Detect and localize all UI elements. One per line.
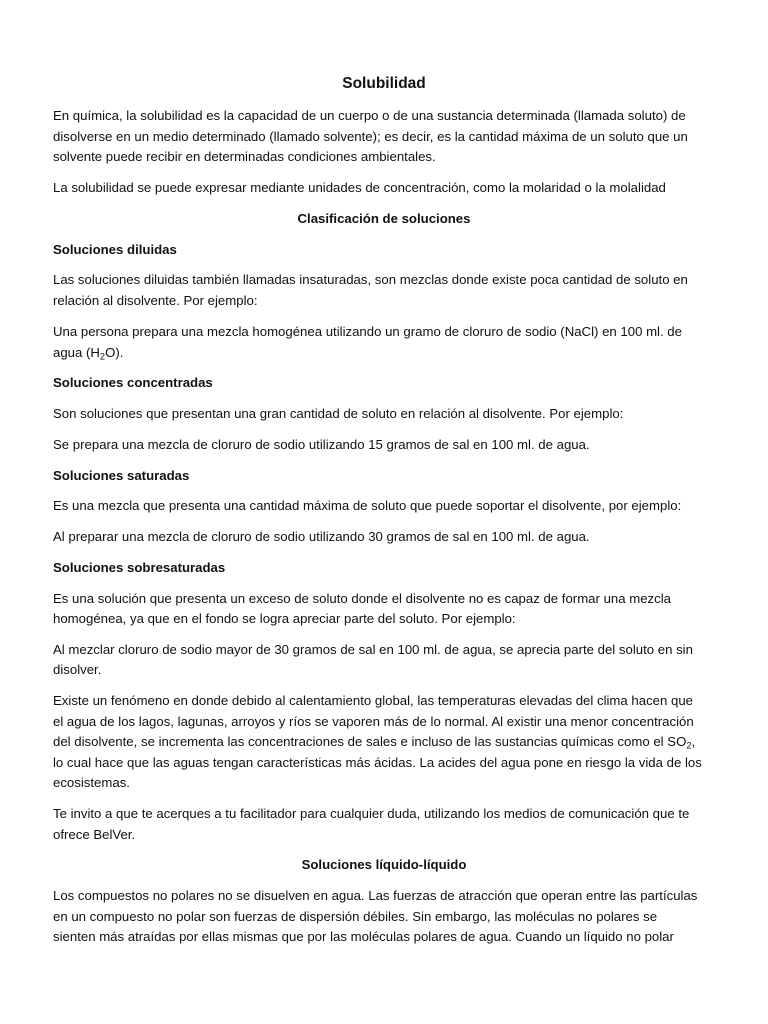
paragraph-line [53,733,720,751]
subscript: 2 [686,740,692,751]
subscript: 2 [99,351,106,362]
subheading-sobresaturadas: Soluciones sobresaturadas [53,560,226,575]
paragraph-line: Te invito a que te acerques a tu facilitador para cualquier duda, utilizando los medios de comunicación que te [53,806,690,821]
paragraph-line: sienten más atraídas por ellas mismas que por las moléculas polares de agua. Cuando un líquido no polar [53,929,674,944]
paragraph-line: lo cual hace que las aguas tengan características más ácidas. La acides del agua pone en riesgo la vida de los [53,755,702,770]
paragraph-line: disolverse en un medio determinado (llamado solvente); es decir, es la cantidad máxima de un soluto que un [53,129,688,144]
paragraph-line: Al mezclar cloruro de sodio mayor de 30 gramos de sal en 100 ml. de agua, se aprecia parte del soluto en sin [53,642,693,657]
paragraph-line: Existe un fenómeno en donde debido al calentamiento global, las temperaturas elevadas del clima hacen que [53,693,694,708]
paragraph-line: Una persona prepara una mezcla homogénea utilizando un gramo de cloruro de sodio (NaCl) en 100 ml. de [53,324,682,339]
paragraph-line [53,344,720,362]
paragraph-line: Se prepara una mezcla de cloruro de sodio utilizando 15 gramos de sal en 100 ml. de agua. [53,437,590,452]
paragraph-line: solvente puede recibir en determinadas condiciones ambientales. [53,149,436,164]
text-fragment: agua (H [53,345,100,360]
text-fragment: O). [105,345,124,360]
paragraph-line: En química, la solubilidad es la capacidad de un cuerpo o de una sustancia determinada (llamada soluto) de [53,108,686,123]
paragraph-line: ecosistemas. [53,775,130,790]
subheading-diluidas: Soluciones diluidas [53,242,177,257]
paragraph-line: el agua de los lagos, lagunas, arroyos y ríos se vaporen más de lo normal. Al existir una menor concentración [53,714,694,729]
paragraph-line: La solubilidad se puede expresar mediante unidades de concentración, como la molaridad o la molalidad [53,180,666,195]
section-heading-liquido: Soluciones líquido-líquido [301,857,467,872]
text-fragment: del disolvente, se incrementa las concentraciones de sales e incluso de las sustancias químicas como el SO [53,734,687,749]
paragraph-line: relación al disolvente. Por ejemplo: [53,293,258,308]
subheading-saturadas: Soluciones saturadas [53,468,190,483]
paragraph-line: disolver. [53,662,102,677]
section-heading-clasificacion: Clasificación de soluciones [297,211,471,226]
paragraph-line: en un compuesto no polar son fuerzas de dispersión débiles. Sin embargo, las moléculas no polares se [53,909,658,924]
paragraph-line: Es una solución que presenta un exceso de soluto donde el disolvente no es capaz de formar una mezcla [53,591,672,606]
paragraph-line: Son soluciones que presentan una gran cantidad de soluto en relación al disolvente. Por ejemplo: [53,406,624,421]
paragraph-line: Al preparar una mezcla de cloruro de sodio utilizando 30 gramos de sal en 100 ml. de agua. [53,529,590,544]
text-fragment: , [691,734,696,749]
paragraph-line: homogénea, ya que en el fondo se logra apreciar parte del soluto. Por ejemplo: [53,611,516,626]
page-title: Solubilidad [342,75,426,92]
paragraph-line: Las soluciones diluidas también llamadas insaturadas, son mezclas donde existe poca cantidad de soluto en [53,272,688,287]
paragraph-line: ofrece BelVer. [53,827,136,842]
paragraph-line: Los compuestos no polares no se disuelven en agua. Las fuerzas de atracción que operan entre las partículas [53,888,698,903]
paragraph-line: Es una mezcla que presenta una cantidad máxima de soluto que puede soportar el disolvente, por ejemplo: [53,498,682,513]
subheading-concentradas: Soluciones concentradas [53,375,213,390]
